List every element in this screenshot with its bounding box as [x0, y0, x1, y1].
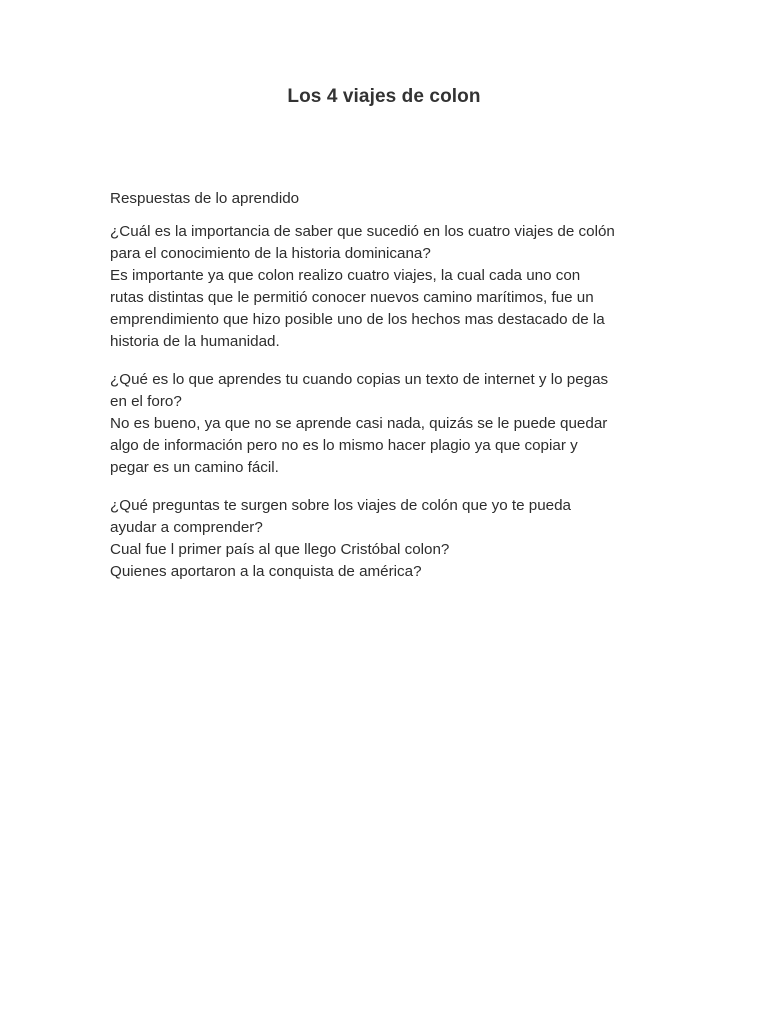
- question-1-line-2: para el conocimiento de la historia dominicana?: [110, 245, 431, 262]
- answer-1-line-1: Es importante ya que colon realizo cuatro viajes, la cual cada uno con: [110, 267, 581, 284]
- question-3-line-2: ayudar a comprender?: [110, 519, 263, 536]
- answer-1-line-2: rutas distintas que le permitió conocer nuevos camino marítimos, fue un: [110, 289, 594, 306]
- answer-2-line-1: No es bueno, ya que no se aprende casi nada, quizás se le puede quedar: [110, 415, 608, 432]
- section-subtitle: Respuestas de lo aprendido: [110, 190, 300, 207]
- answer-1-line-4: historia de la humanidad.: [110, 333, 280, 350]
- answer-2-line-2: algo de información pero no es lo mismo hacer plagio ya que copiar y: [110, 437, 578, 454]
- answer-1-line-3: emprendimiento que hizo posible uno de los hechos mas destacado de la: [110, 311, 605, 328]
- question-2-line-1: ¿Qué es lo que aprendes tu cuando copias un texto de internet y lo pegas: [110, 371, 609, 388]
- answer-3: [110, 539, 670, 583]
- question-2: [110, 369, 670, 413]
- answer-3-line-1: Cual fue l primer país al que llego Cristóbal colon?: [110, 541, 450, 558]
- qa-block-3: [110, 495, 670, 583]
- answer-1: [110, 265, 670, 353]
- question-2-line-2: en el foro?: [110, 393, 182, 410]
- qa-block-2: [110, 369, 670, 479]
- answer-2: [110, 413, 670, 479]
- question-3: [110, 495, 670, 539]
- document-body: [110, 188, 670, 599]
- question-3-line-1: ¿Qué preguntas te surgen sobre los viajes de colón que yo te pueda: [110, 497, 571, 514]
- question-1-line-1: ¿Cuál es la importancia de saber que sucedió en los cuatro viajes de colón: [110, 223, 615, 240]
- answer-3-line-2: Quienes aportaron a la conquista de américa?: [110, 563, 422, 580]
- answer-2-line-3: pegar es un camino fácil.: [110, 459, 279, 476]
- document-title: Los 4 viajes de colon: [287, 86, 481, 107]
- qa-block-1: [110, 221, 670, 353]
- question-1: [110, 221, 670, 265]
